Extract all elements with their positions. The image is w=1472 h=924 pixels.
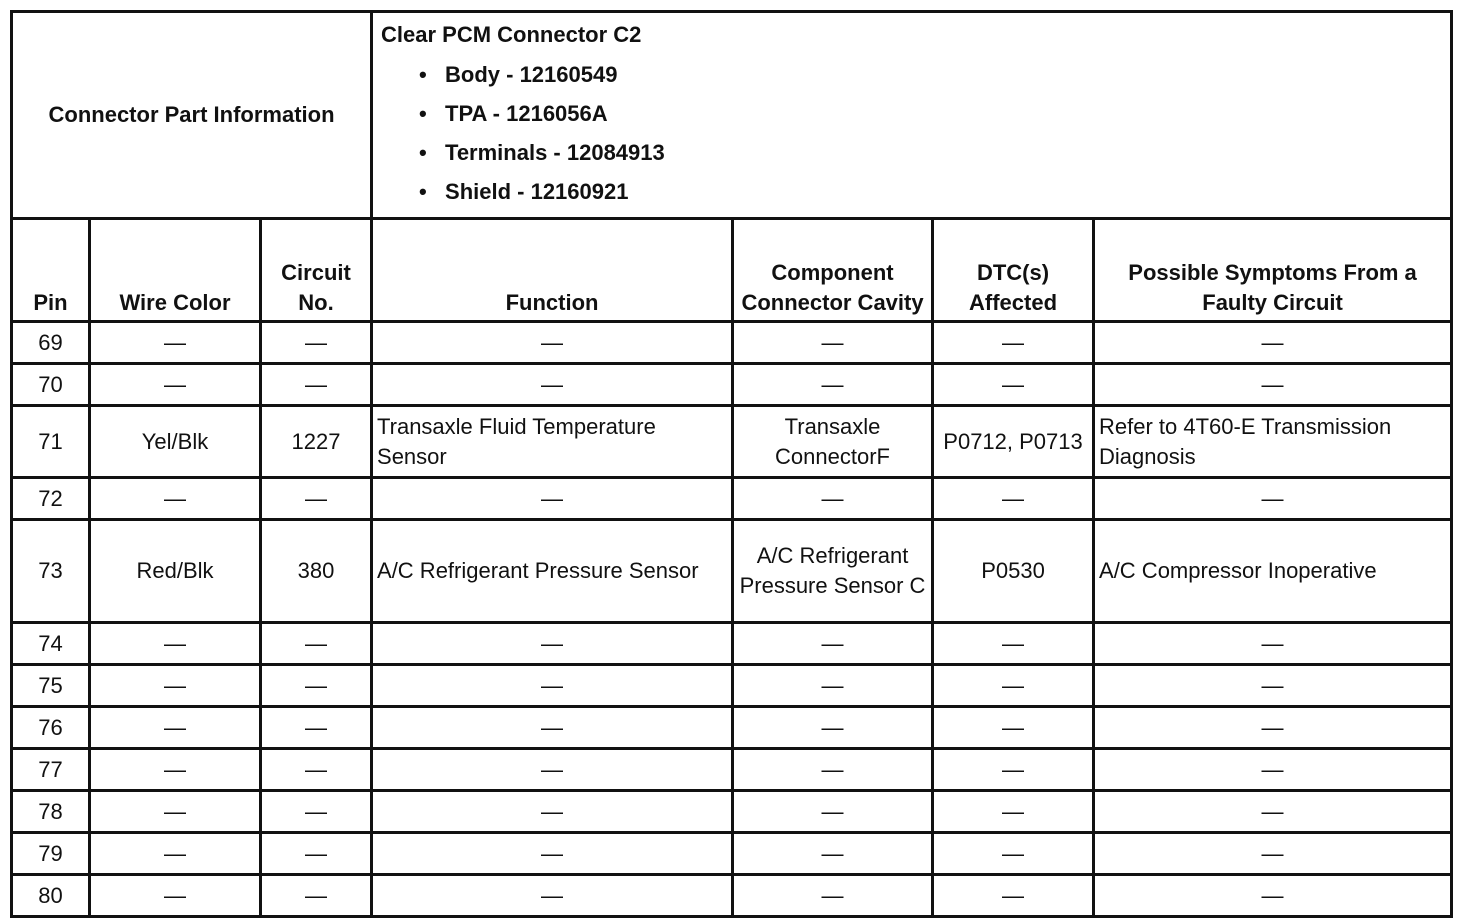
table-row [12,364,1452,406]
function-cell: — [372,478,733,520]
header-symptoms: Possible Symptoms From a Faulty Circuit [1094,219,1452,322]
table-row [12,791,1452,833]
cavity-cell: — [733,833,933,875]
cavity-cell: Transaxle ConnectorF [733,406,933,478]
dtc-cell: — [933,478,1094,520]
function-cell: — [372,833,733,875]
part-body: • Body - 12160549 [445,55,1442,94]
table-row [12,833,1452,875]
part-terminals: • Terminals - 12084913 [445,133,1442,172]
cavity-cell: — [733,623,933,665]
cavity-cell: — [733,665,933,707]
dtc-cell: — [933,364,1094,406]
table-row [12,707,1452,749]
circuit-cell: — [261,623,372,665]
cavity-cell: — [733,749,933,791]
pin-rows [12,322,1452,917]
connector-parts-list [381,55,1442,211]
table-row [12,406,1452,478]
circuit-cell: — [261,364,372,406]
pin-cell: 77 [12,749,90,791]
function-cell: — [372,791,733,833]
table-row [12,665,1452,707]
wire-color-cell: — [90,707,261,749]
wire-color-cell: Yel/Blk [90,406,261,478]
wire-color-cell: — [90,364,261,406]
symptoms-cell: A/C Compressor Inoperative [1094,520,1452,623]
wire-color-cell: — [90,791,261,833]
function-cell: — [372,707,733,749]
dtc-cell: — [933,322,1094,364]
wire-color-cell: — [90,623,261,665]
cavity-cell: — [733,875,933,917]
circuit-cell: — [261,833,372,875]
part-shield: • Shield - 12160921 [445,172,1442,211]
pin-cell: 70 [12,364,90,406]
pin-cell: 78 [12,791,90,833]
table-row [12,478,1452,520]
symptoms-cell: — [1094,875,1452,917]
pin-cell: 75 [12,665,90,707]
function-cell: — [372,623,733,665]
symptoms-cell: — [1094,478,1452,520]
column-header-row [12,219,1452,322]
pin-cell: 72 [12,478,90,520]
symptoms-cell: — [1094,322,1452,364]
part-tpa: • TPA - 1216056A [445,94,1442,133]
table-row [12,749,1452,791]
function-cell: — [372,322,733,364]
symptoms-cell: — [1094,833,1452,875]
function-cell: Transaxle Fluid Temperature Sensor [372,406,733,478]
header-circuit-no: Circuit No. [261,219,372,322]
connector-title: Clear PCM Connector C2 [381,22,642,47]
connector-part-info-cell [372,12,1452,219]
pin-cell: 73 [12,520,90,623]
dtc-cell: — [933,707,1094,749]
cavity-cell: — [733,478,933,520]
symptoms-cell: — [1094,623,1452,665]
wire-color-cell: — [90,875,261,917]
table-row [12,623,1452,665]
dtc-cell: P0530 [933,520,1094,623]
cavity-cell: — [733,791,933,833]
symptoms-cell: — [1094,791,1452,833]
function-cell: — [372,665,733,707]
wire-color-cell: — [90,833,261,875]
cavity-cell: — [733,707,933,749]
wire-color-cell: — [90,322,261,364]
header-pin: Pin [12,219,90,322]
cavity-cell: A/C Refrigerant Pressure Sensor C [733,520,933,623]
circuit-cell: — [261,749,372,791]
symptoms-cell: — [1094,665,1452,707]
circuit-cell: — [261,875,372,917]
circuit-cell: — [261,665,372,707]
circuit-cell: 1227 [261,406,372,478]
function-cell: — [372,875,733,917]
circuit-cell: 380 [261,520,372,623]
function-cell: — [372,749,733,791]
symptoms-cell: — [1094,364,1452,406]
table-row [12,322,1452,364]
dtc-cell: — [933,623,1094,665]
dtc-cell: — [933,749,1094,791]
connector-info-row [12,12,1452,219]
wire-color-cell: — [90,478,261,520]
pin-cell: 69 [12,322,90,364]
pin-cell: 74 [12,623,90,665]
circuit-cell: — [261,791,372,833]
pin-cell: 80 [12,875,90,917]
pin-cell: 71 [12,406,90,478]
connector-part-info-label: Connector Part Information [12,12,372,219]
symptoms-cell: Refer to 4T60-E Transmission Diagnosis [1094,406,1452,478]
wire-color-cell: — [90,749,261,791]
function-cell: — [372,364,733,406]
dtc-cell: — [933,875,1094,917]
pin-cell: 76 [12,707,90,749]
symptoms-cell: — [1094,749,1452,791]
pin-cell: 79 [12,833,90,875]
wire-color-cell: Red/Blk [90,520,261,623]
cavity-cell: — [733,364,933,406]
circuit-cell: — [261,707,372,749]
header-wire-color: Wire Color [90,219,261,322]
header-dtc: DTC(s) Affected [933,219,1094,322]
dtc-cell: — [933,665,1094,707]
dtc-cell: P0712, P0713 [933,406,1094,478]
table-row [12,875,1452,917]
dtc-cell: — [933,791,1094,833]
symptoms-cell: — [1094,707,1452,749]
header-function: Function [372,219,733,322]
table-row [12,520,1452,623]
dtc-cell: — [933,833,1094,875]
circuit-cell: — [261,478,372,520]
circuit-cell: — [261,322,372,364]
function-cell: A/C Refrigerant Pressure Sensor [372,520,733,623]
wire-color-cell: — [90,665,261,707]
cavity-cell: — [733,322,933,364]
header-cavity: Component Connector Cavity [733,219,933,322]
connector-pinout-table [10,10,1453,918]
